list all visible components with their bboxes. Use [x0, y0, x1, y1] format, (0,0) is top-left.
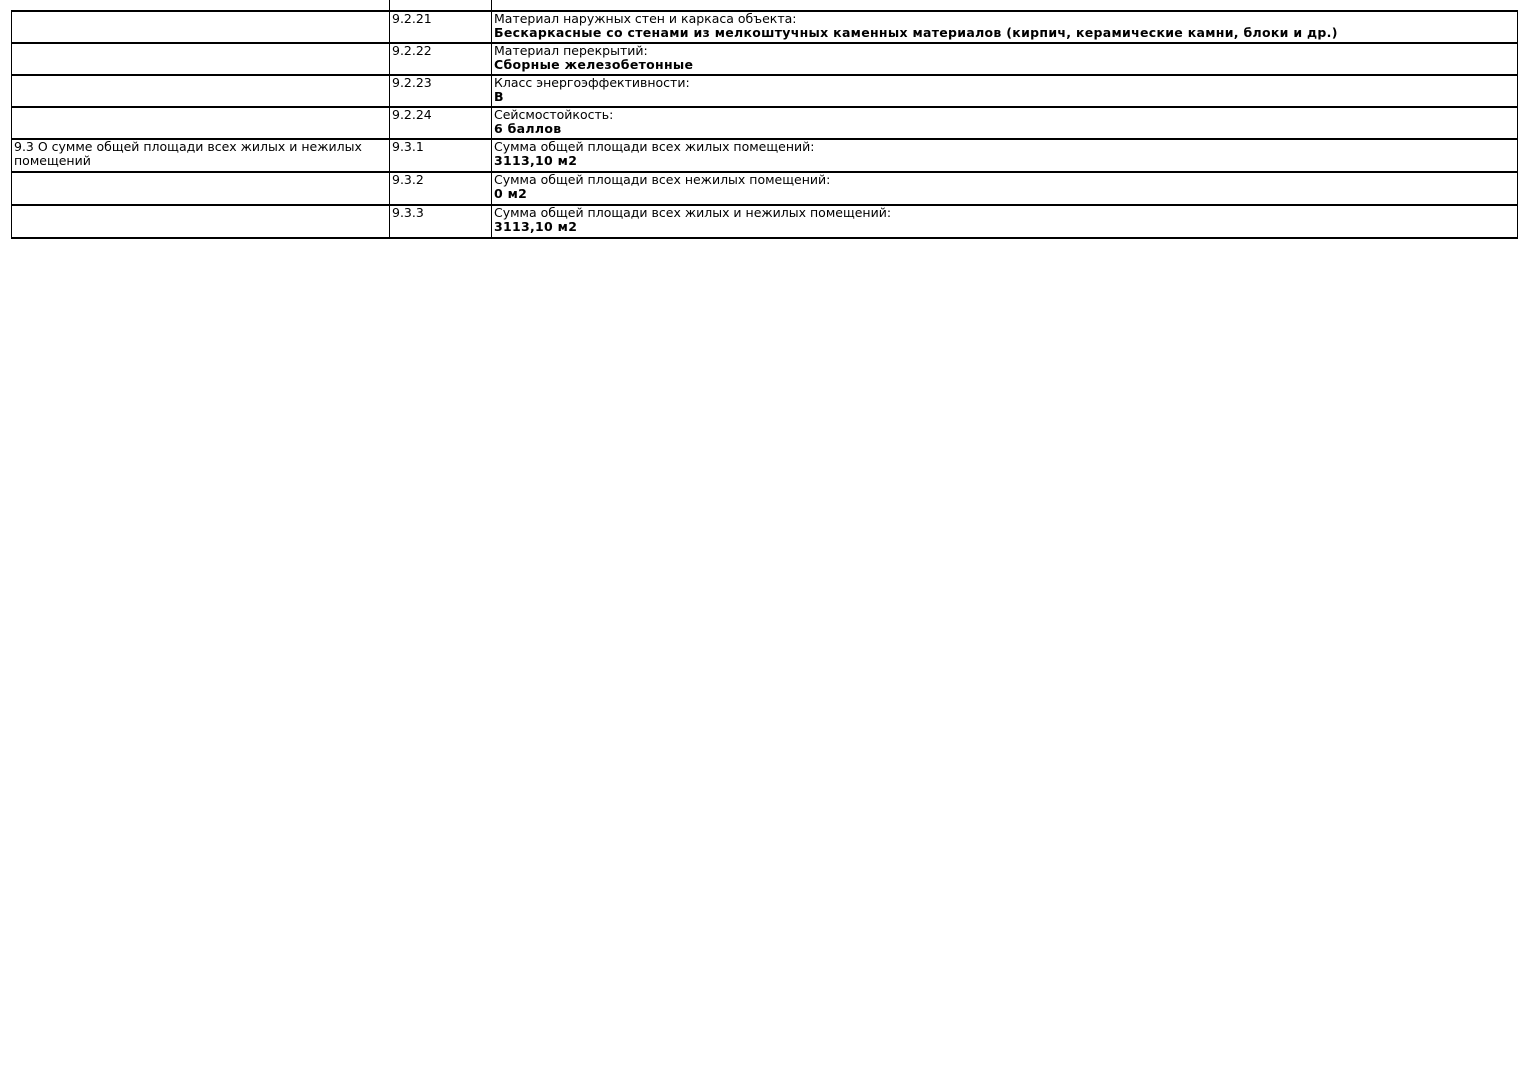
code-cell — [390, 107, 492, 139]
field-value: 0 м2 — [494, 186, 528, 201]
field-label: Сумма общей площади всех жилых и нежилых помещений: — [494, 205, 892, 220]
content-cell — [492, 107, 1518, 139]
field-label: Сумма общей площади всех нежилых помещений: — [494, 172, 831, 187]
row-code: 9.2.23 — [392, 75, 432, 90]
row-code: 9.2.22 — [392, 43, 432, 58]
code-cell — [390, 43, 492, 75]
table-row — [12, 172, 1518, 205]
table-row — [12, 139, 1518, 172]
field-label: Сейсмостойкость: — [494, 107, 614, 122]
row-code: 9.2.21 — [392, 11, 432, 26]
section-cell — [12, 75, 390, 107]
section-cell — [12, 172, 390, 205]
table-row — [12, 11, 1518, 43]
table-column-divider-stub — [491, 0, 492, 10]
table-row — [12, 75, 1518, 107]
section-cell — [12, 205, 390, 238]
content-cell — [492, 43, 1518, 75]
field-label: Материал перекрытий: — [494, 43, 648, 58]
field-label: Класс энергоэффективности: — [494, 75, 690, 90]
code-cell — [390, 139, 492, 172]
row-code: 9.3.3 — [392, 205, 424, 220]
field-value: В — [494, 89, 504, 104]
table-column-divider-stub — [389, 0, 390, 10]
code-cell — [390, 205, 492, 238]
row-code: 9.2.24 — [392, 107, 432, 122]
field-value: 3113,10 м2 — [494, 219, 578, 234]
field-value: 3113,10 м2 — [494, 153, 578, 168]
declaration-table — [11, 10, 1518, 239]
section-cell — [12, 139, 390, 172]
field-label: Материал наружных стен и каркаса объекта: — [494, 11, 797, 26]
field-value: Бескаркасные со стенами из мелкоштучных каменных материалов (кирпич, керамические камни, блоки и др.) — [494, 25, 1338, 40]
section-label: 9.3 О сумме общей площади всех жилых и нежилых помещений — [14, 139, 362, 168]
table-row — [12, 43, 1518, 75]
section-cell — [12, 107, 390, 139]
field-value: Сборные железобетонные — [494, 57, 694, 72]
field-value: 6 баллов — [494, 121, 562, 136]
section-cell — [12, 11, 390, 43]
code-cell — [390, 11, 492, 43]
section-cell — [12, 43, 390, 75]
content-cell — [492, 139, 1518, 172]
content-cell — [492, 205, 1518, 238]
content-cell — [492, 11, 1518, 43]
content-cell — [492, 75, 1518, 107]
row-code: 9.3.2 — [392, 172, 424, 187]
table-row — [12, 107, 1518, 139]
code-cell — [390, 75, 492, 107]
row-code: 9.3.1 — [392, 139, 424, 154]
content-cell — [492, 172, 1518, 205]
field-label: Сумма общей площади всех жилых помещений: — [494, 139, 815, 154]
table-row — [12, 205, 1518, 238]
code-cell — [390, 172, 492, 205]
